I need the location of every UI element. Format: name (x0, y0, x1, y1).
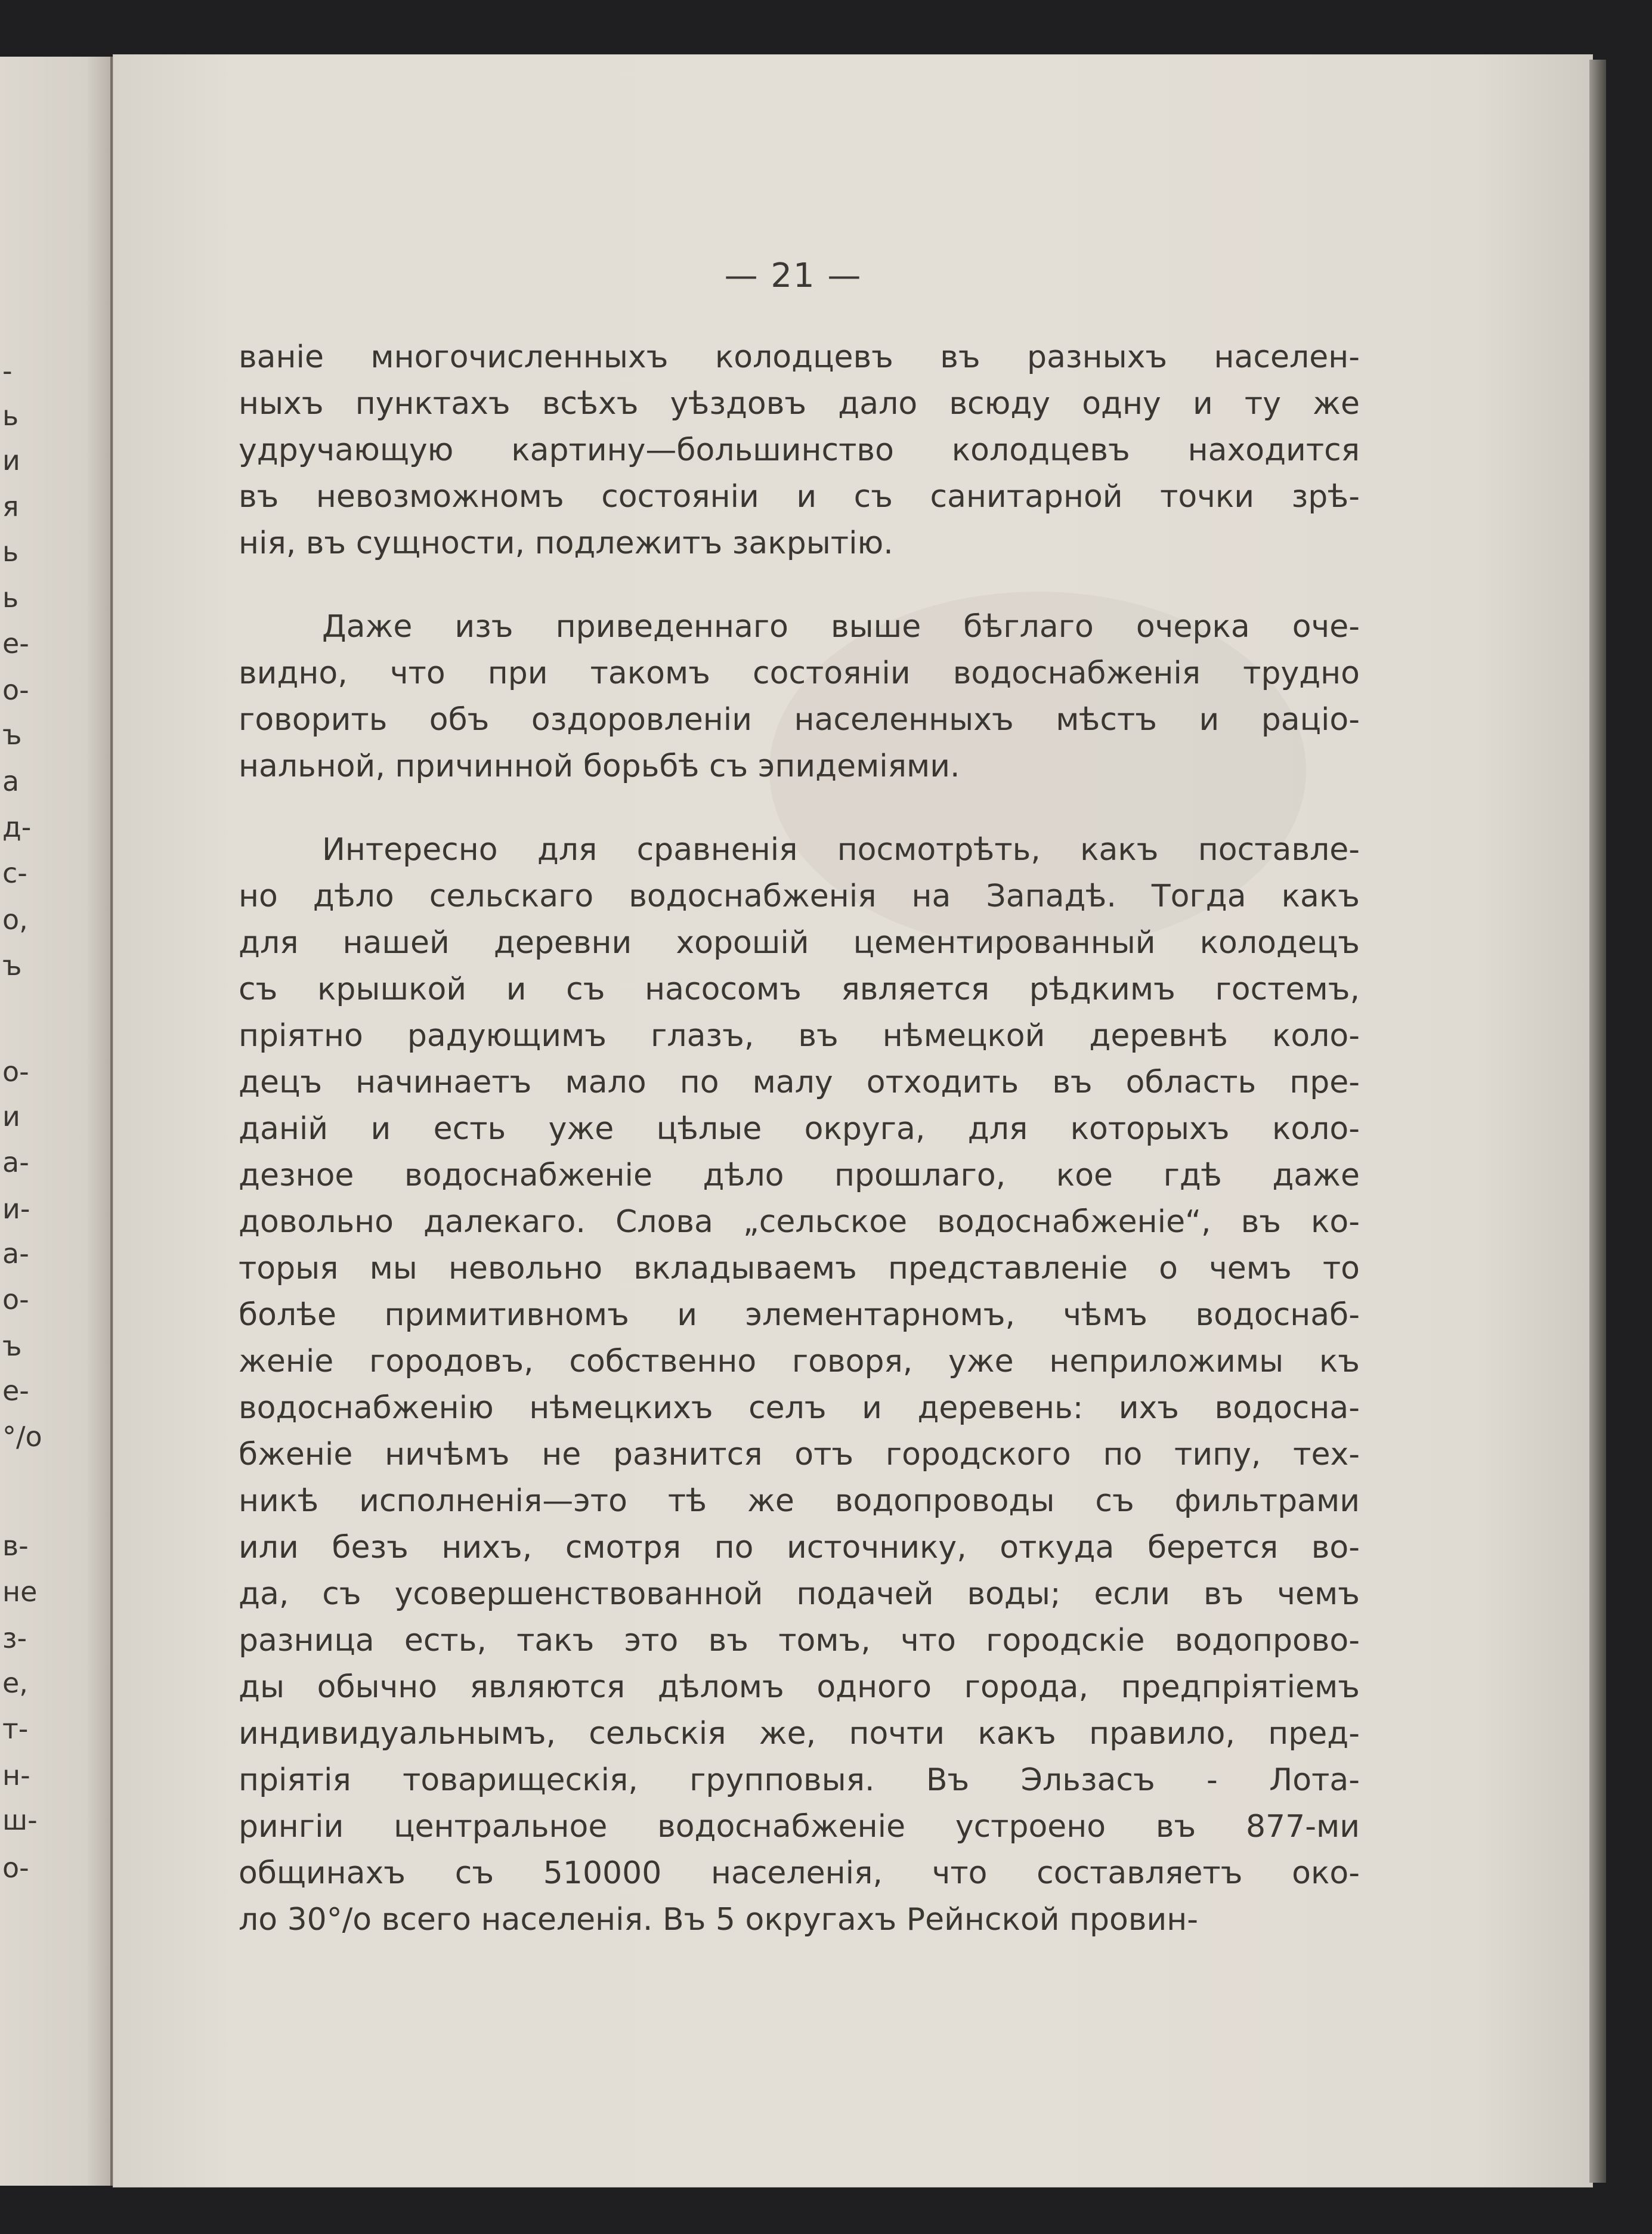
left-page-fragment: и- (2, 1193, 30, 1225)
left-page-fragment: з- (2, 1622, 27, 1654)
text-line: торыя мы невольно вкладываемъ представленіе о чемъ то (239, 1251, 1360, 1286)
text-line: даній и есть уже цѣлые округа, для которыхъ коло- (239, 1111, 1360, 1147)
left-page-fragment: д- (2, 811, 32, 843)
left-page-fragment: о- (2, 1852, 29, 1884)
text-line: ваніе многочисленныхъ колодцевъ въ разныхъ населен- (239, 339, 1360, 375)
text-line: женіе городовъ, собственно говоря, уже неприложимы къ (239, 1344, 1360, 1379)
paragraph (239, 334, 1360, 567)
text-line: бженіе ничѣмъ не разнится отъ городского по типу, тех- (239, 1437, 1360, 1472)
left-page-fragment: е, (2, 1667, 28, 1699)
left-page-fragment: е- (2, 1375, 29, 1407)
paragraph (239, 604, 1360, 790)
left-page-fragment: и (2, 1100, 20, 1133)
left-page-fragment: т- (2, 1713, 29, 1745)
text-line: пріятно радующимъ глазъ, въ нѣмецкой деревнѣ коло- (239, 1018, 1360, 1054)
text-line: говорить объ оздоровленіи населенныхъ мѣстъ и раціо- (239, 702, 1360, 738)
text-line: или безъ нихъ, смотря по источнику, откуда берется во- (239, 1530, 1360, 1565)
left-page-fragment: с- (2, 857, 27, 889)
text-line: нальной, причинной борьбѣ съ эпидеміями. (239, 748, 960, 784)
text-line: болѣе примитивномъ и элементарномъ, чѣмъ водоснаб- (239, 1297, 1360, 1333)
left-page-fragment: ъ (2, 719, 22, 751)
paragraph (239, 827, 1360, 1943)
text-line: разница есть, такъ это въ томъ, что городскіе водопрово- (239, 1623, 1360, 1659)
left-page-fragment: и (2, 444, 20, 476)
left-page-fragment: ь (2, 400, 19, 432)
left-page-fragment: ъ (2, 1330, 22, 1362)
left-page-fragment: ь (2, 536, 19, 568)
left-page-fragment: о, (2, 903, 28, 936)
text-line: да, съ усовершенствованной подачей воды; если въ чемъ (239, 1576, 1360, 1612)
left-page-fragment: я (2, 490, 19, 522)
page-number: — 21 — (724, 256, 862, 295)
text-line: ло 30°/о всего населенія. Въ 5 округахъ Рейнской провин- (239, 1902, 1199, 1938)
text-line: никѣ исполненія—это тѣ же водопроводы съ фильтрами (239, 1483, 1360, 1519)
text-line: дезное водоснабженіе дѣло прошлаго, кое гдѣ даже (239, 1158, 1360, 1193)
text-line: довольно далекаго. Слова „сельское водоснабженіе“, въ ко- (239, 1204, 1360, 1240)
text-line: удручающую картину—большинство колодцевъ находится (239, 432, 1360, 468)
page-edge-right (1589, 60, 1606, 2183)
text-line: для нашей деревни хорошій цементированный колодецъ (239, 925, 1360, 961)
text-line: децъ начинаетъ мало по малу отходить въ область пре- (239, 1065, 1360, 1100)
text-line: въ невозможномъ состояніи и съ санитарной точки зрѣ- (239, 479, 1360, 515)
text-line: ды обычно являются дѣломъ одного города, предпріятіемъ (239, 1669, 1360, 1705)
left-page-fragment: а (2, 765, 20, 797)
left-page-fragment: не (2, 1576, 38, 1608)
page-body-text (239, 334, 1360, 1980)
left-page-fragment: ъ (2, 949, 22, 982)
text-line: нія, въ сущности, подлежитъ закрытію. (239, 525, 893, 561)
text-line: общинахъ съ 510000 населенія, что составляетъ око- (239, 1855, 1360, 1891)
text-line: съ крышкой и съ насосомъ является рѣдкимъ гостемъ, (239, 971, 1360, 1007)
text-line: Даже изъ приведеннаго выше бѣглаго очерка оче- (322, 609, 1360, 645)
left-page-fragment: - (2, 355, 13, 387)
left-page-fragment: н- (2, 1759, 30, 1791)
text-line: водоснабженію нѣмецкихъ селъ и деревень: ихъ водосна- (239, 1390, 1360, 1426)
left-page-fragment: а- (2, 1237, 29, 1270)
text-line: ныхъ пунктахъ всѣхъ уѣздовъ дало всюду одну и ту же (239, 386, 1360, 422)
left-page-fragment: о- (2, 1056, 29, 1088)
left-page-fragment: е- (2, 627, 29, 660)
left-page-fragment: ш- (2, 1804, 38, 1836)
left-page-fragment: а- (2, 1146, 29, 1178)
text-line: пріятія товарищескія, групповыя. Въ Эльзасъ - Лота- (239, 1762, 1360, 1798)
text-line: но дѣло сельскаго водоснабженія на Западѣ. Тогда какъ (239, 878, 1360, 914)
left-page-fragment: °/о (2, 1421, 42, 1453)
left-page-fragment: ь (2, 581, 19, 614)
left-page-fragment: в- (2, 1530, 29, 1562)
left-page-fragment: о- (2, 674, 29, 706)
text-line: видно, что при такомъ состояніи водоснабженія трудно (239, 655, 1360, 691)
text-line: Интересно для сравненія посмотрѣть, какъ поставле- (322, 832, 1360, 868)
text-line: индивидуальнымъ, сельскія же, почти какъ правило, пред- (239, 1716, 1360, 1752)
left-page-fragment: о- (2, 1283, 29, 1316)
previous-page-edge (0, 57, 122, 2186)
text-line: рингіи центральное водоснабженіе устроено въ 877-ми (239, 1809, 1360, 1845)
